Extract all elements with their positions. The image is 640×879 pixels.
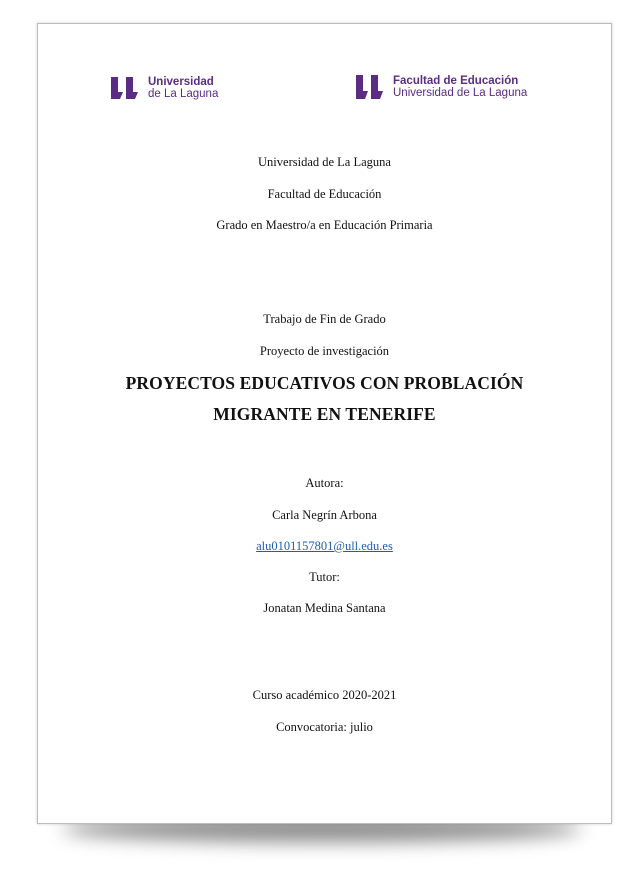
work-type: Trabajo de Fin de Grado [263, 312, 386, 326]
thesis-title-line1: PROYECTOS EDUCATIVOS CON PROBLACIÓN [125, 373, 524, 393]
university-name: Universidad de La Laguna [258, 155, 391, 169]
faculty-logo-line2: Universidad de La Laguna [393, 87, 528, 99]
faculty-logo-line1: Facultad de Educación [393, 75, 519, 87]
tutor-label: Tutor: [309, 570, 340, 584]
thesis-title-line2: MIGRANTE EN TENERIFE [213, 404, 436, 424]
author-label: Autora: [305, 476, 344, 490]
author-email-link[interactable]: alu0101157801@ull.edu.es [256, 539, 393, 553]
faculty-logo [354, 74, 527, 100]
ull-logo-icon [109, 76, 140, 100]
faculty-logo-icon [354, 74, 385, 100]
cover-page [37, 23, 612, 824]
tutor-name: Jonatan Medina Santana [263, 601, 386, 615]
academic-year: Curso académico 2020-2021 [252, 688, 397, 702]
exam-call: Convocatoria: julio [276, 720, 373, 734]
ull-logo [109, 76, 218, 100]
degree-name: Grado en Maestro/a en Educación Primaria [216, 218, 433, 232]
author-name: Carla Negrín Arbona [272, 508, 377, 522]
ull-logo-line2: de La Laguna [148, 88, 219, 100]
ull-logo-line1: Universidad [148, 76, 214, 88]
author-email-row [38, 539, 611, 554]
work-modality: Proyecto de investigación [259, 344, 390, 358]
faculty-name: Facultad de Educación [267, 187, 382, 201]
